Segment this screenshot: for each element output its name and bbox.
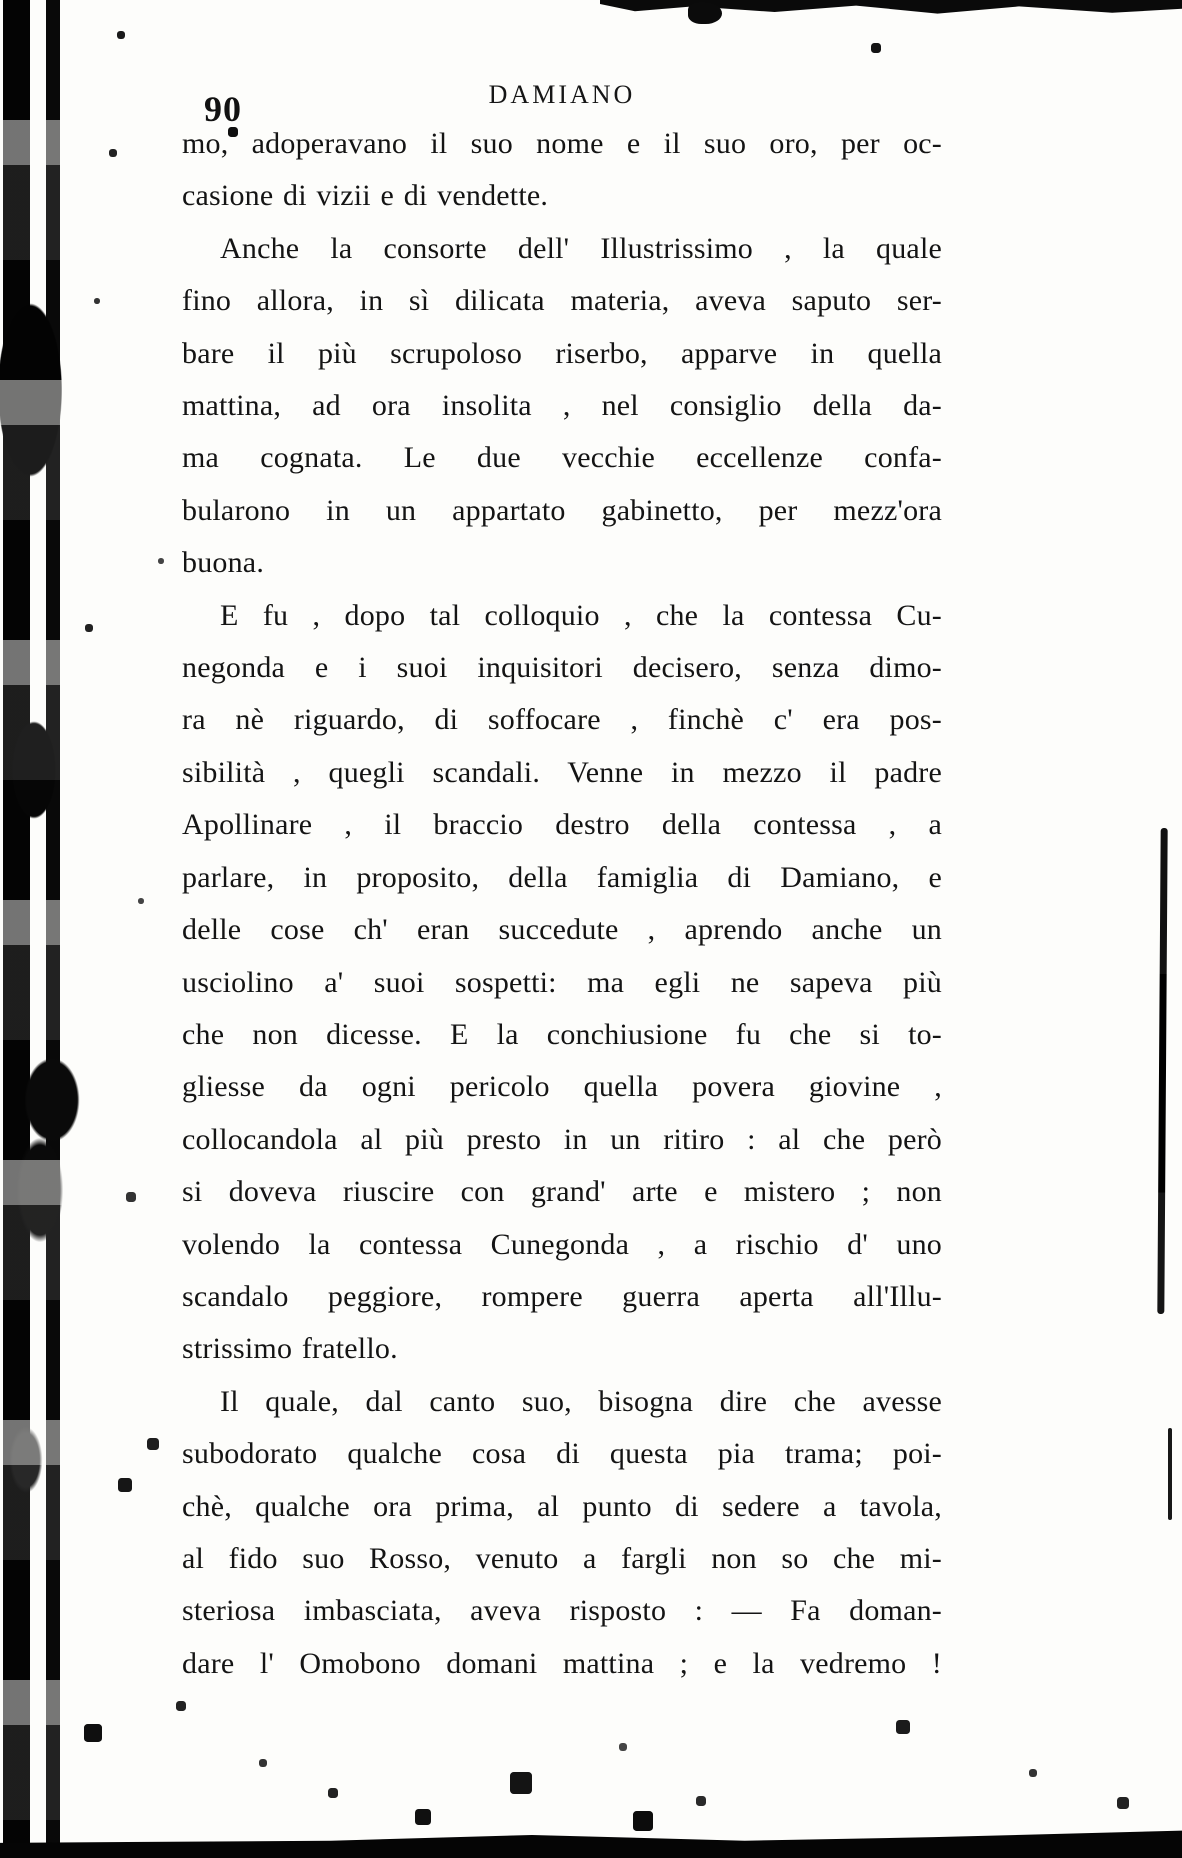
text-line: si doveva riuscire con grand' arte e mistero ; non [182, 1175, 942, 1209]
text-line: strissimo fratello. [182, 1332, 398, 1366]
page-header [182, 80, 942, 129]
running-head: DAMIANO [488, 80, 636, 109]
speckle-noise-artifact [0, 0, 2, 2]
text-line: buona. [182, 546, 265, 580]
text-line: parlare, in proposito, della famiglia di Damiano, e [182, 860, 942, 894]
text-line: Anche la consorte dell' Illustrissimo , la quale [220, 231, 942, 265]
text-line: dare l' Omobono domani mattina ; e la vedremo ! [182, 1646, 942, 1680]
body-text [182, 118, 942, 1690]
bottom-edge-artifact [0, 1822, 1182, 1858]
text-line: fino allora, in sì dilicata materia, aveva saputo ser- [182, 284, 942, 318]
text-line: casione di vizii e di vendette. [182, 179, 549, 213]
text-line: Il quale, dal canto suo, bisogna dire che avesse [220, 1384, 942, 1418]
text-line: usciolino a' suoi sospetti: ma egli ne sapeva più [182, 965, 942, 999]
binding-shadow-artifact [0, 0, 150, 1858]
text-line: scandalo peggiore, rompere guerra aperta all'Illu- [182, 1279, 942, 1313]
text-line: delle cose ch' eran succedute , aprendo anche un [182, 913, 942, 947]
text-line: bare il più scrupoloso riserbo, apparve in quella [182, 336, 942, 370]
text-line: Apollinare , il braccio destro della contessa , a [182, 808, 942, 842]
text-line: E fu , dopo tal colloquio , che la contessa Cu- [220, 598, 942, 632]
text-line: gliesse da ogni pericolo quella povera giovine , [182, 1070, 942, 1104]
text-line: negonda e i suoi inquisitori decisero, senza dimo- [182, 651, 942, 685]
text-line: mo, adoperavano il suo nome e il suo oro, per oc- [182, 127, 942, 160]
text-line: sibilità , quegli scandali. Venne in mezzo il padre [182, 755, 942, 789]
binding-fade-artifact [0, 0, 150, 1858]
text-line: steriosa imbasciata, aveva risposto : — Fa doman- [182, 1594, 942, 1628]
right-margin-line-artifact [1168, 1428, 1172, 1520]
text-line: al fido suo Rosso, venuto a fargli non so che mi- [182, 1541, 942, 1575]
text-line: che non dicesse. E la conchiusione fu che si to- [182, 1017, 942, 1051]
text-line: volendo la contessa Cunegonda , a rischio d' uno [182, 1227, 942, 1261]
text-line: ma cognata. Le due vecchie eccellenze confa- [182, 441, 942, 475]
text-line: mattina, ad ora insolita , nel consiglio della da- [182, 389, 942, 423]
text-line: subodorato qualche cosa di questa pia trama; poi- [182, 1437, 942, 1471]
right-margin-line-artifact [1157, 828, 1167, 1314]
ink-blob-artifact [688, 2, 722, 24]
text-line: chè, qualche ora prima, al punto di sedere a tavola, [182, 1489, 942, 1523]
text-line: bularono in un appartato gabinetto, per mezz'ora [182, 493, 942, 527]
page-number: 90 [204, 89, 242, 129]
text-line: collocandola al più presto in un ritiro : al che però [182, 1122, 942, 1156]
text-line: ra nè riguardo, di soffocare , finchè c' era pos- [182, 703, 942, 737]
